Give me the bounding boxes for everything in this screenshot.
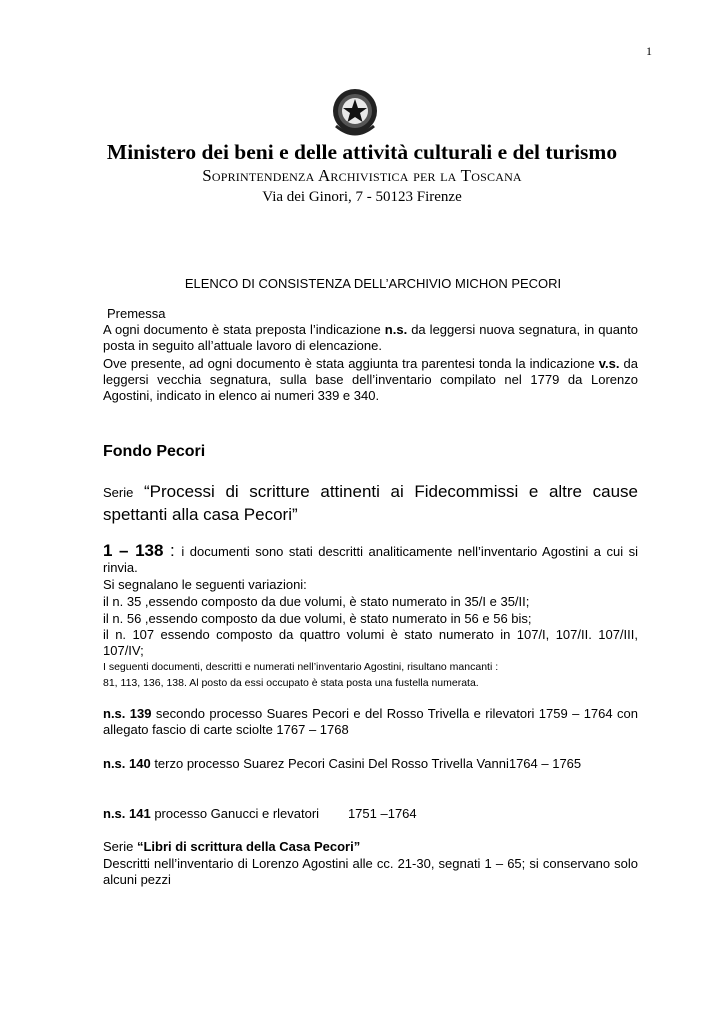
p1-bold: n.s. — [384, 322, 408, 337]
variazione-2: il n. 56 ,essendo composto da due volumi, è stato numerato in 56 e 56 bis; — [103, 611, 532, 626]
serie-2 — [103, 839, 638, 855]
p2-bold: v.s. — [598, 356, 620, 371]
premessa-paragraph-1 — [103, 322, 638, 354]
italian-republic-emblem-icon — [328, 86, 382, 140]
variazione-1: il n. 35 ,essendo composto da due volumi, è stato numerato in 35/I e 35/II; — [103, 594, 530, 609]
mancanti-line-1: I seguenti documenti, descritti e numerati nell’inventario Agostini, risultano mancanti : — [103, 661, 499, 673]
fondo-heading: Fondo Pecori — [103, 443, 206, 460]
ministry-name: Ministero dei beni e delle attività culturali e del turismo — [106, 140, 618, 164]
serie-2-label: Serie — [103, 839, 137, 854]
serie-1-label: Serie — [103, 485, 134, 500]
soprintendenza-text: Soprintendenza Archivistica per la Toscana — [202, 166, 522, 185]
entry-140-text: terzo processo Suarez Pecori Casini Del Rosso Trivella Vanni1764 – 1765 — [150, 756, 582, 771]
entry-141-text: processo Ganucci e rlevatori 1751 –1764 — [150, 806, 417, 821]
address: Via dei Ginori, 7 - 50123 Firenze — [262, 189, 462, 205]
entry-140 — [103, 756, 638, 772]
premessa-heading: Premessa — [107, 306, 166, 321]
variazione-3: il n. 107 essendo composto da quattro volumi è stato numerato in 107/I, 107/II. 107/III, 107/IV; — [103, 627, 638, 658]
entry-141-num: n.s. 141 — [103, 806, 151, 821]
entry-139 — [103, 706, 638, 738]
p2-after: da leggersi vecchia segnatura, sulla base dell’inventario compilato nel 1779 da Lorenzo Agostini, indicato in elenco ai numeri 339 e 340. — [103, 356, 638, 403]
p1-before: A ogni documento è stata preposta l’indicazione — [103, 322, 385, 337]
entry-139-text: secondo processo Suares Pecori e del Rosso Trivella e rilevatori 1759 – 1764 con allegato fascio di carte sciolte 1767 – 1768 — [103, 706, 638, 737]
range-1-description — [103, 543, 638, 576]
mancanti-line-2: 81, 113, 136, 138. Al posto da essi occupato è stata posta una fustella numerata. — [103, 677, 479, 689]
page-number: 1 — [646, 44, 652, 58]
range-1-colon: : — [163, 541, 182, 560]
serie-2-description: Descritti nell’inventario di Lorenzo Agostini alle cc. 21-30, segnati 1 – 65; si conservano solo alcuni pezzi — [103, 856, 638, 887]
entry-139-num: n.s. 139 — [103, 706, 152, 721]
premessa-paragraph-2 — [103, 356, 638, 404]
serie-1 — [103, 481, 638, 526]
range-1-head: 1 – 138 — [103, 541, 164, 560]
serie-1-title: “Processi di scritture attinenti ai Fidecommissi e altre cause spettanti alla casa Pecori” — [103, 482, 638, 524]
soprintendenza-name — [0, 166, 724, 186]
range-1-text: i documenti sono stati descritti analiticamente nell’inventario Agostini a cui si rinvia. — [103, 544, 638, 575]
entry-140-num: n.s. 140 — [103, 756, 151, 771]
document-title: ELENCO DI CONSISTENZA DELL’ARCHIVIO MICHON PECORI — [184, 276, 562, 291]
entry-141 — [103, 806, 638, 822]
serie-2-title: “Libri di scrittura della Casa Pecori” — [136, 839, 361, 854]
variazioni-intro: Si segnalano le seguenti variazioni: — [103, 577, 307, 592]
p1-after: da leggersi nuova segnatura, in quanto posta in seguito all’attuale lavoro di elencazione. — [103, 322, 638, 353]
p2-before: Ove presente, ad ogni documento è stata aggiunta tra parentesi tonda la indicazione — [103, 356, 599, 371]
